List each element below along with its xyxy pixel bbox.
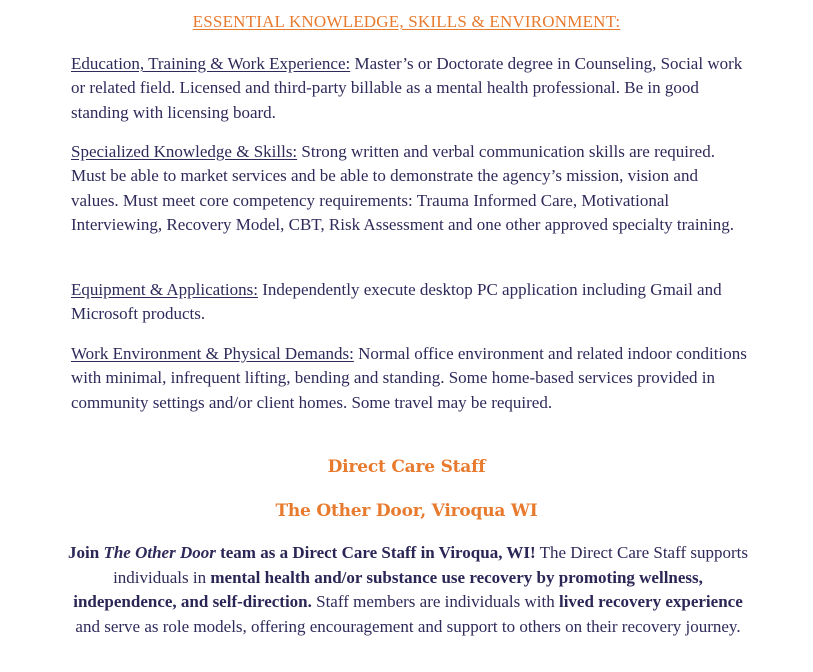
- job-intro: [66, 541, 750, 639]
- requirement-text: Strong written and verbal communication skills are required. Must be able to market services and be able to demonstrate the agency’s mission, vision and values. Must meet core competency requirements: Trauma Informed Care, Motivational Interviewing, Recovery Model, CBT, Risk Assessment and one other approved specialty training.: [71, 142, 735, 235]
- requirement-label: Equipment & Applications:: [71, 280, 258, 299]
- requirement-work-environment: [71, 342, 747, 415]
- requirement-text: Independently execute desktop PC application including Gmail and Microsoft products.: [71, 280, 722, 324]
- requirement-text: Master’s or Doctorate degree in Counseling, Social work or related field. Licensed and third-party billable as a mental health professional. Be in good standing with licensing board.: [71, 54, 743, 122]
- intro-text-1: The Direct Care Staff supports individuals in: [113, 543, 748, 587]
- requirement-label: Work Environment & Physical Demands:: [71, 344, 354, 363]
- requirement-label: Education, Training & Work Experience:: [71, 54, 351, 73]
- requirement-label: Specialized Knowledge & Skills:: [71, 142, 298, 161]
- intro-org-name: The Other Door: [103, 543, 216, 562]
- job-title: Direct Care Staff: [327, 457, 486, 477]
- intro-join-prefix: Join: [68, 543, 104, 562]
- section-heading: ESSENTIAL KNOWLEDGE, SKILLS & ENVIRONMENT:: [192, 12, 621, 31]
- intro-text-2: Staff members are individuals with: [311, 592, 559, 612]
- job-location: The Other Door, Viroqua WI: [275, 501, 538, 521]
- intro-bold-2: lived recovery experience: [558, 592, 743, 612]
- intro-bold-1: mental health and/or substance use recovery by promoting wellness, independence, and self-direction.: [73, 567, 703, 612]
- requirement-text: Normal office environment and related indoor conditions with minimal, infrequent lifting, bending and standing. Some home-based services provided in community settings and/or client homes. Some travel may be required.: [71, 344, 747, 412]
- requirement-equipment: [71, 278, 747, 327]
- requirement-knowledge-skills: [71, 140, 747, 238]
- intro-join-suffix: team as a Direct Care Staff in Viroqua, WI!: [215, 543, 536, 562]
- requirement-education: [71, 52, 747, 125]
- intro-text-3: and serve as role models, offering encouragement and support to others on their recovery journey.: [75, 616, 741, 636]
